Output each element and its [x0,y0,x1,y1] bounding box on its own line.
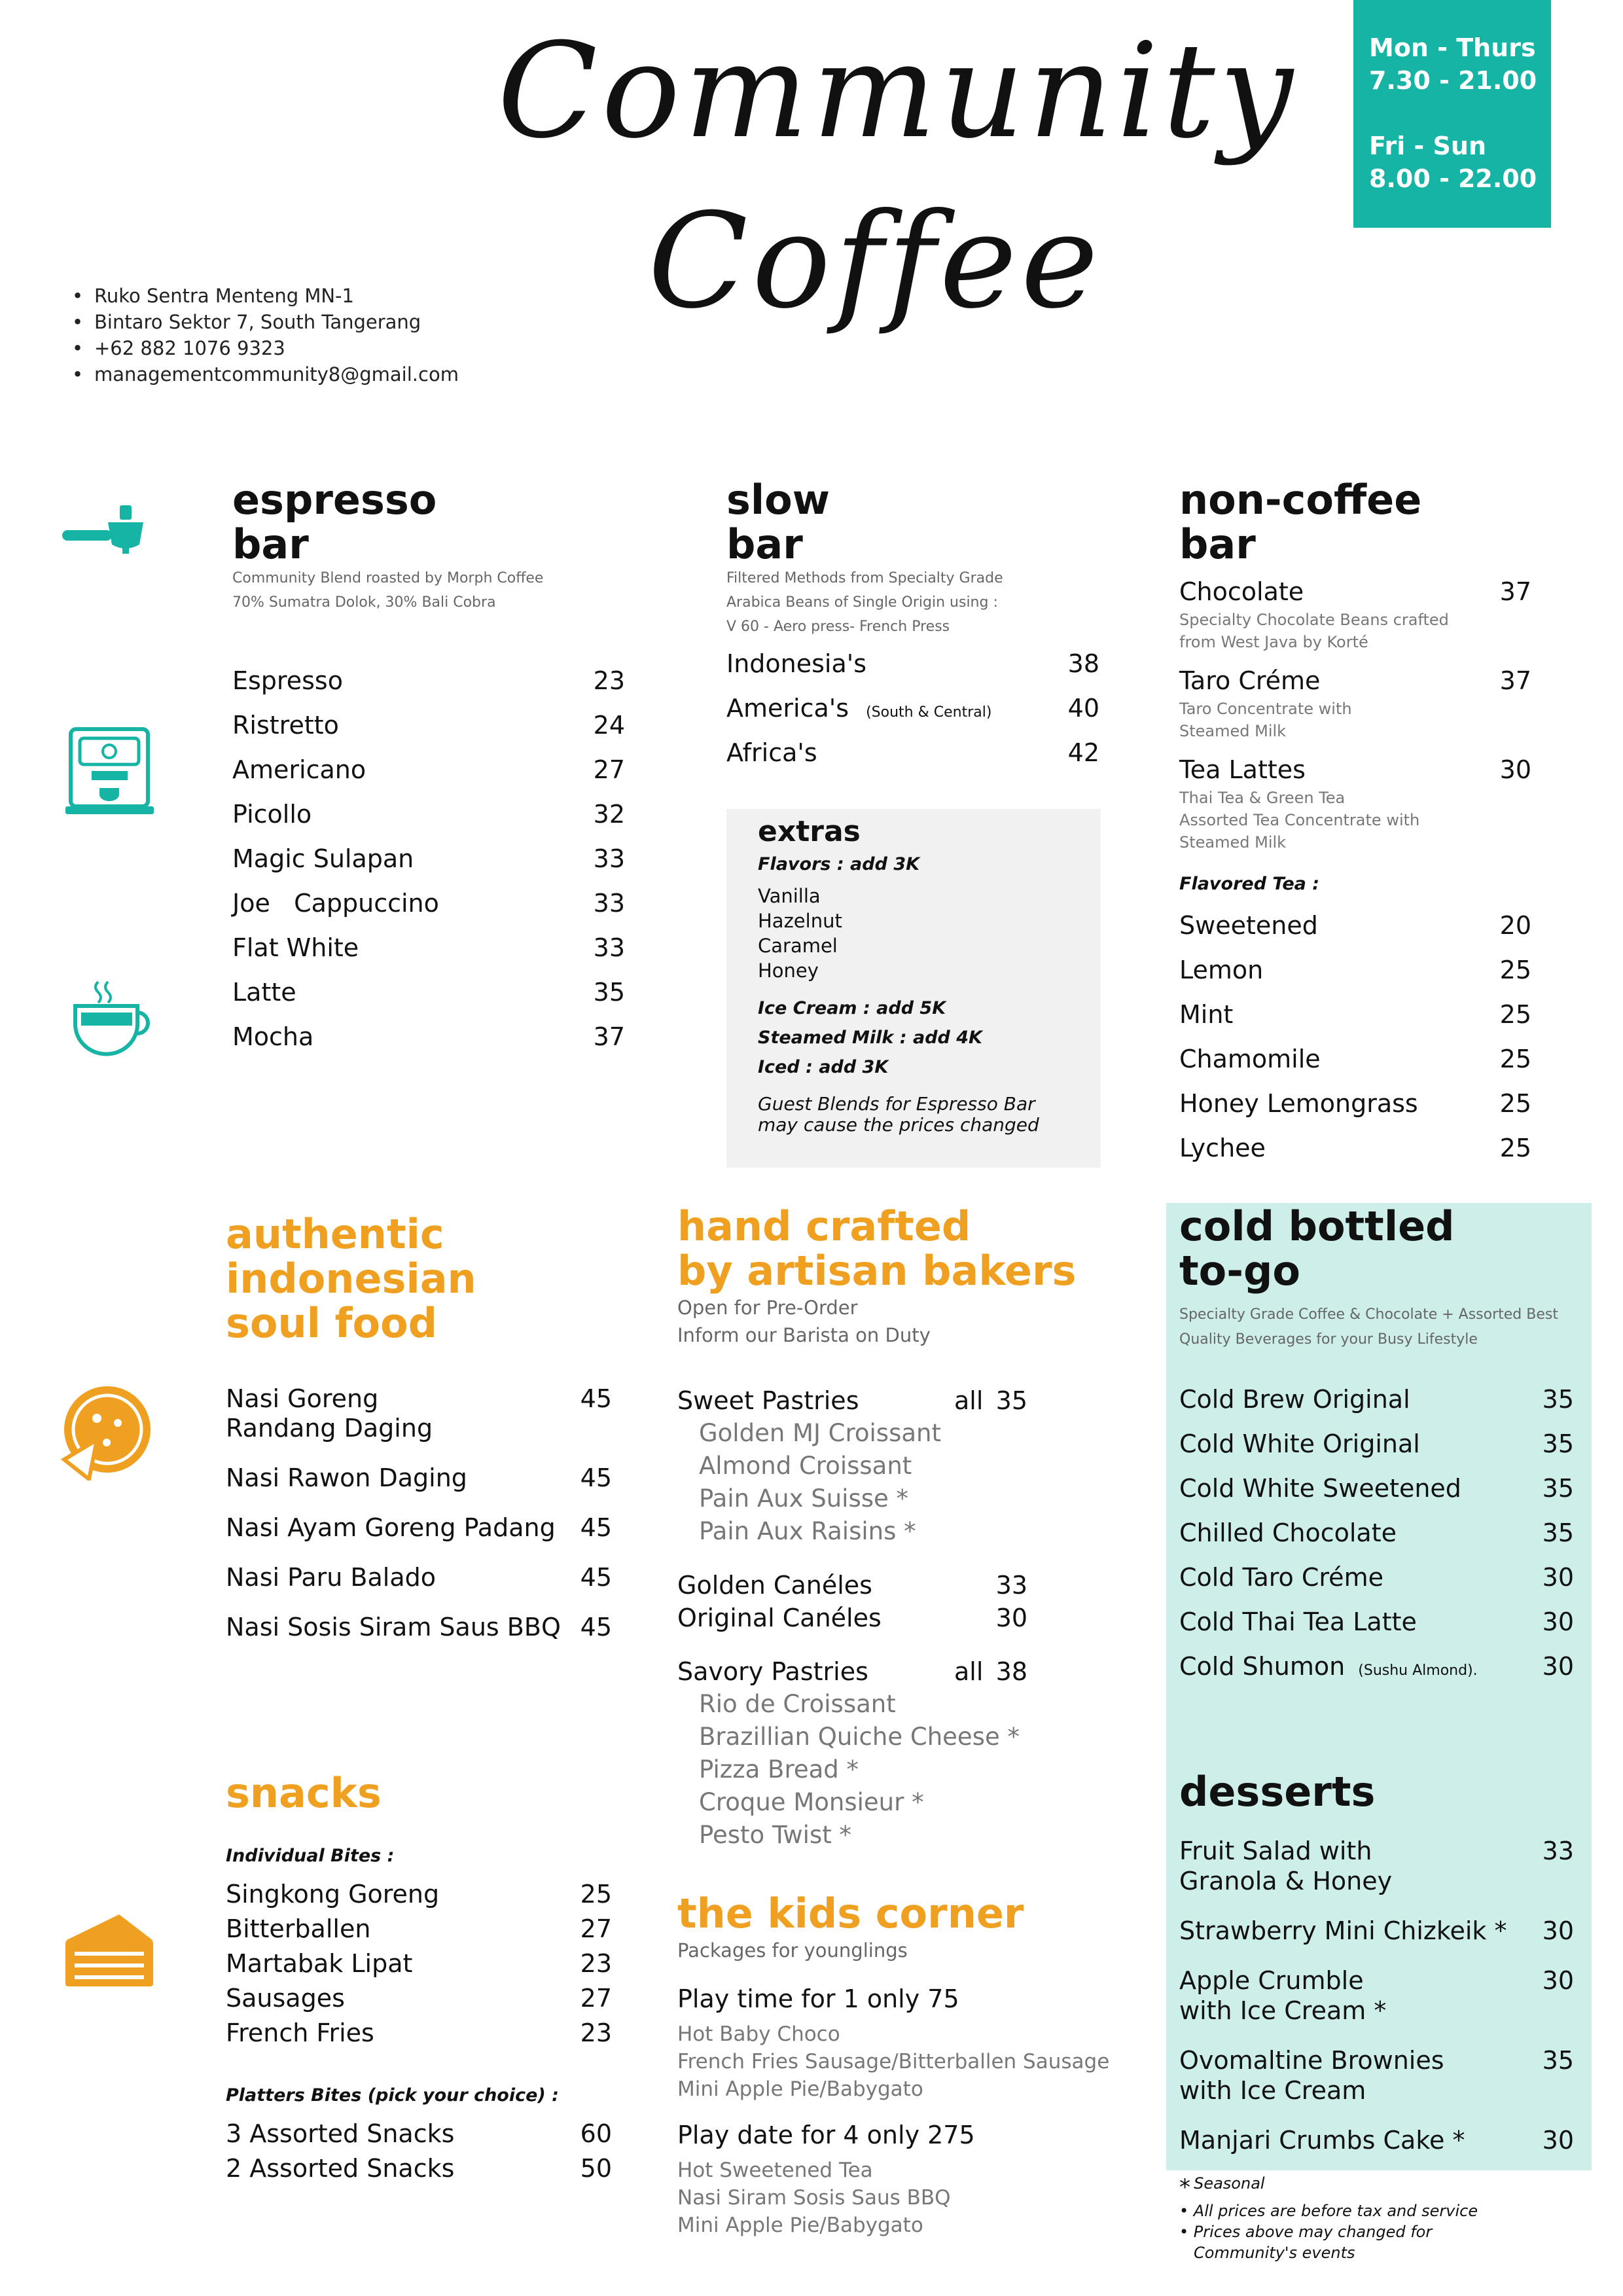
dessert-item: Strawberry Mini Chizkeik * [1179,1916,1507,1945]
coffee-cup-icon [72,978,154,1057]
cold-item: Cold Brew Original [1179,1385,1410,1414]
tea-item: Chamomile [1179,1045,1321,1073]
espresso-price: 35 [593,978,625,1007]
cold-price: 35 [1542,1518,1574,1547]
slow-sub-2: Arabica Beans of Single Origin using : [726,594,998,611]
platter-item: 3 Assorted Snacks [226,2119,455,2148]
espresso-price: 23 [593,666,625,695]
pizza-icon [58,1382,156,1480]
slow-item-name: America's [726,694,849,723]
espresso-price: 33 [593,889,625,918]
sweet-pastry: Pain Aux Raisins * [699,1517,916,1545]
dessert-price: 30 [1542,1916,1574,1945]
kids-package: Play time for 1 only 75 [677,1984,959,2013]
noncoffee-price: 37 [1499,577,1531,606]
opening-hours [1353,0,1551,228]
savory-pastry: Brazillian Quiche Cheese * [699,1723,1020,1751]
flavored-tea-label: Flavored Tea : [1179,874,1320,894]
hours-weekday-label: Mon - Thurs [1369,33,1536,62]
cold-price: 35 [1542,1429,1574,1458]
savory-pastry: Pizza Bread * [699,1755,859,1784]
cold-sub-2: Quality Beverages for your Busy Lifestyle [1179,1331,1478,1348]
noncoffee-desc: Taro Concentrate with [1179,700,1352,718]
sweet-pastries: Sweet Pastries [677,1386,859,1415]
snacks-title: snacks [226,1769,382,1817]
espresso-item: Flat White [232,933,359,962]
footnote-seasonal [1179,2174,1265,2200]
espresso-price: 27 [593,755,625,784]
espresso-item: Espresso [232,666,343,695]
extras-flavors-label: Flavors : add 3K [758,854,920,874]
savory-pastries: Savory Pastries [677,1657,868,1686]
cold-price: 35 [1542,1474,1574,1503]
cake-icon [60,1911,158,1990]
extras-iced: Iced : add 3K [758,1057,889,1077]
cold-item: Cold White Original [1179,1429,1420,1458]
espresso-title-2: bar [232,520,309,568]
snack-item: Martabak Lipat [226,1949,413,1978]
dessert-item: Fruit Salad with [1179,1837,1372,1865]
soulfood-price: 45 [580,1513,612,1542]
contact-address-2: • Bintaro Sektor 7, South Tangerang [72,309,459,335]
cold-item: Chilled Chocolate [1179,1518,1397,1547]
dessert-item-line2: with Ice Cream [1179,2076,1366,2105]
noncoffee-desc: Steamed Milk [1179,722,1287,740]
cold-price: 30 [1542,1652,1574,1681]
espresso-item: Picollo [232,800,312,829]
sweet-pastries-price: 35 [995,1386,1027,1415]
sweet-pastry: Golden MJ Croissant [699,1419,941,1447]
cold-title-1: cold bottled [1179,1202,1455,1250]
espresso-title-1: espresso [232,476,437,524]
espresso-price: 33 [593,933,625,962]
tea-price: 25 [1499,1134,1531,1162]
dessert-item: Manjari Crumbs Cake * [1179,2126,1465,2155]
kids-title: the kids corner [677,1890,1024,1937]
title-community: Community [497,15,1297,168]
soulfood-item: Nasi Sosis Siram Saus BBQ [226,1613,561,1641]
slow-price: 38 [1067,649,1099,678]
kids-package-item: Mini Apple Pie/Babygato [677,2077,923,2101]
soulfood-item: Nasi Goreng [226,1384,379,1413]
snack-item: Bitterballen [226,1914,371,1943]
dessert-item: Ovomaltine Brownies [1179,2046,1444,2075]
cold-price: 35 [1542,1385,1574,1414]
tea-price: 20 [1499,911,1531,940]
soulfood-price: 45 [580,1463,612,1492]
noncoffee-desc: Specialty Chocolate Beans crafted [1179,611,1449,629]
hours-weekday-time: 7.30 - 21.00 [1369,66,1537,95]
cold-item: Cold Thai Tea Latte [1179,1607,1417,1636]
snack-item: French Fries [226,2018,374,2047]
slow-item-note: (South & Central) [866,704,992,721]
dessert-item-line2: Granola & Honey [1179,1867,1393,1895]
savory-pastry: Pesto Twist * [699,1821,852,1849]
portafilter-icon [62,497,147,563]
noncoffee-item: Chocolate [1179,577,1304,606]
espresso-price: 37 [593,1022,625,1051]
extras-flavor: Vanilla [758,885,821,907]
savory-pastry: Croque Monsieur * [699,1788,924,1816]
slow-item: Africa's [726,738,817,767]
cold-title-2: to-go [1179,1247,1300,1295]
tea-item: Lemon [1179,956,1264,984]
tea-item: Lychee [1179,1134,1266,1162]
espresso-item: Ristretto [232,711,339,740]
sweet-pastries-all: all [954,1386,984,1415]
savory-pastry: Rio de Croissant [699,1690,896,1718]
dessert-item-line2: with Ice Cream * [1179,1996,1387,2025]
desserts-title: desserts [1179,1768,1376,1816]
platter-price: 50 [580,2154,612,2183]
soulfood-title-3: soul food [226,1299,438,1347]
kids-package-item: French Fries Sausage/Bitterballen Sausage [677,2050,1110,2073]
snack-item: Sausages [226,1984,345,2013]
tea-price: 25 [1499,956,1531,984]
espresso-sub-1: Community Blend roasted by Morph Coffee [232,570,544,586]
kids-package-item: Hot Baby Choco [677,2022,840,2046]
cold-item [1179,1652,1478,1681]
contact-list [72,283,459,387]
snack-price: 23 [580,1949,612,1978]
contact-address-1: • Ruko Sentra Menteng MN-1 [72,283,459,309]
title-coffee: Coffee [648,185,1103,338]
espresso-item: Mocha [232,1022,314,1051]
noncoffee-item: Taro Créme [1179,666,1321,695]
contact-email: • managementcommunity8@gmail.com [72,361,459,387]
sweet-pastry: Pain Aux Suisse * [699,1484,909,1513]
cold-price: 30 [1542,1607,1574,1636]
footnote-events-1: • Prices above may changed for [1179,2223,1433,2241]
bakers-sub-2: Inform our Barista on Duty [677,1324,931,1346]
snacks-platters-label: Platters Bites (pick your choice) : [226,2085,559,2106]
dessert-price: 33 [1542,1837,1574,1865]
cold-item: Cold Taro Créme [1179,1563,1383,1592]
noncoffee-title-1: non-coffee [1179,476,1422,524]
snack-price: 25 [580,1880,612,1909]
dessert-price: 35 [1542,2046,1574,2075]
platter-price: 60 [580,2119,612,2148]
noncoffee-desc: Thai Tea & Green Tea [1179,789,1346,807]
sweet-pastry: Almond Croissant [699,1452,912,1480]
extras-ice-cream: Ice Cream : add 5K [758,998,946,1018]
canele-price: 33 [995,1571,1027,1600]
bakers-title-1: hand crafted [677,1202,971,1250]
noncoffee-desc: Assorted Tea Concentrate with [1179,811,1420,829]
noncoffee-desc: Steamed Milk [1179,833,1287,852]
espresso-price: 32 [593,800,625,829]
dessert-price: 30 [1542,1966,1574,1995]
slow-title-2: bar [726,520,803,568]
tea-item: Honey Lemongrass [1179,1089,1418,1118]
extras-steamed-milk: Steamed Milk : add 4K [758,1028,982,1048]
cold-sub-1: Specialty Grade Coffee & Chocolate + Assorted Best [1179,1306,1558,1323]
noncoffee-title-2: bar [1179,520,1256,568]
extras-flavor: Honey [758,960,819,982]
tea-item: Mint [1179,1000,1234,1029]
espresso-sub-2: 70% Sumatra Dolok, 30% Bali Cobra [232,594,496,611]
tea-item: Sweetened [1179,911,1318,940]
hours-weekend-time: 8.00 - 22.00 [1369,164,1537,193]
espresso-item: Latte [232,978,296,1007]
soulfood-item: Nasi Paru Balado [226,1563,436,1592]
slow-item: Indonesia's [726,649,867,678]
slow-sub-1: Filtered Methods from Specialty Grade [726,570,1003,586]
canele-price: 30 [995,1604,1027,1632]
espresso-item: Joe Cappuccino [232,889,439,918]
snack-price: 27 [580,1914,612,1943]
footnote-tax: • All prices are before tax and service [1179,2202,1478,2220]
extras-flavor: Hazelnut [758,910,842,932]
espresso-price: 24 [593,711,625,740]
hours-weekend-label: Fri - Sun [1369,132,1486,160]
snack-price: 27 [580,1984,612,2013]
kids-sub: Packages for younglings [677,1939,908,1962]
soulfood-item-line2: Randang Daging [226,1414,433,1443]
tea-price: 25 [1499,1089,1531,1118]
soulfood-price: 45 [580,1613,612,1641]
kids-package-item: Mini Apple Pie/Babygato [677,2214,923,2237]
kids-package-item: Nasi Siram Sosis Saus BBQ [677,2186,951,2210]
footnote-events-2: Community's events [1194,2244,1355,2262]
noncoffee-price: 37 [1499,666,1531,695]
canele-item: Golden Canéles [677,1571,872,1600]
soulfood-price: 45 [580,1563,612,1592]
extras-title: extras [758,815,861,848]
savory-pastries-price: 38 [995,1657,1027,1686]
cold-price: 30 [1542,1563,1574,1592]
soulfood-item: Nasi Rawon Daging [226,1463,467,1492]
soulfood-title-1: authentic [226,1210,444,1258]
tea-price: 25 [1499,1000,1531,1029]
bakers-sub-1: Open for Pre-Order [677,1297,858,1319]
dessert-price: 30 [1542,2126,1574,2155]
noncoffee-price: 30 [1499,755,1531,784]
dessert-item: Apple Crumble [1179,1966,1364,1995]
slow-sub-3: V 60 - Aero press- French Press [726,619,950,635]
espresso-item: Americano [232,755,366,784]
savory-pastries-all: all [954,1657,984,1686]
extras-note-1: Guest Blends for Espresso Bar [758,1093,1035,1115]
slow-item [726,694,991,723]
snack-price: 23 [580,2018,612,2047]
kids-package-item: Hot Sweetened Tea [677,2159,873,2182]
platter-item: 2 Assorted Snacks [226,2154,455,2183]
extras-flavor: Caramel [758,935,838,957]
slow-price: 42 [1067,738,1099,767]
slow-title-1: slow [726,476,830,524]
cold-item-note: (Sushu Almond). [1358,1662,1478,1679]
footnote-seasonal-text: Seasonal [1194,2174,1265,2193]
snack-item: Singkong Goreng [226,1880,440,1909]
tea-price: 25 [1499,1045,1531,1073]
soulfood-price: 45 [580,1384,612,1413]
kids-package: Play date for 4 only 275 [677,2121,975,2149]
extras-note-2: may cause the prices changed [758,1114,1039,1136]
espresso-price: 33 [593,844,625,873]
footnote-star: * [1179,2174,1190,2200]
noncoffee-item: Tea Lattes [1179,755,1306,784]
espresso-item: Magic Sulapan [232,844,414,873]
noncoffee-desc: from West Java by Korté [1179,633,1368,651]
slow-price: 40 [1067,694,1099,723]
canele-item: Original Canéles [677,1604,882,1632]
contact-phone: • +62 882 1076 9323 [72,335,459,361]
soulfood-item: Nasi Ayam Goreng Padang [226,1513,556,1542]
snacks-individual-label: Individual Bites : [226,1846,395,1866]
cold-item: Cold White Sweetened [1179,1474,1461,1503]
soulfood-title-2: indonesian [226,1255,476,1302]
espresso-machine-icon [65,725,154,820]
bakers-title-2: by artisan bakers [677,1247,1077,1295]
cold-item-name: Cold Shumon [1179,1652,1346,1681]
